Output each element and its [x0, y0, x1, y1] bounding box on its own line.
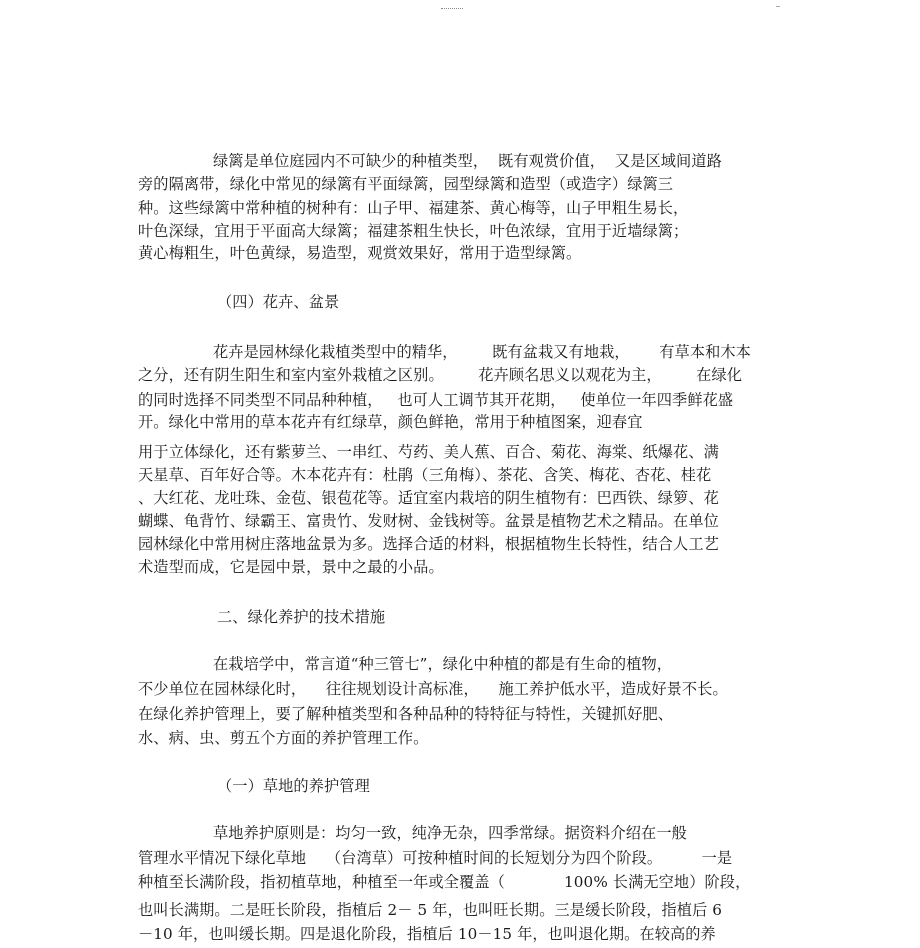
text-line: 在绿化养护管理上，要了解种植类型和各种品种的特特征与特性，关键抓好肥、 [138, 705, 674, 723]
text-line: 园林绿化中常用树庄落地盆景为多。选择合适的材料，根据植物生长特性，结合人工艺 [138, 535, 719, 553]
text-line: 在栽培学中，常言道“种三管七”，绿化中种植的都是有生命的植物， [213, 655, 673, 673]
text-line: 种植至长满阶段，指初植草地，种植至一年或全覆盖（ 100% 长满无空地）阶段， [138, 873, 751, 891]
page-corner-mark [776, 6, 780, 8]
page-header-mark [441, 8, 463, 10]
text-line: 草地养护原则是：均匀一致，纯净无杂，四季常绿。据资料介绍在一般 [213, 824, 687, 842]
section-heading: （四）花卉、盆景 [217, 293, 340, 311]
text-line: 旁的隔离带，绿化中常见的绿篱有平面绿篱，园型绿篱和造型（或造字）绿篱三 [138, 175, 674, 193]
text-line: －10 年，也叫缓长期。四是退化阶段，指植后 10－15 年，也叫退化期。在较高的养 [138, 925, 716, 943]
text-line: 水、病、虫、剪五个方面的养护管理工作。 [138, 729, 429, 747]
text-line: 开。绿化中常用的草本花卉有红绿草，颜色鲜艳，常用于种植图案，迎春宜 [138, 413, 643, 431]
text-line: 黄心梅粗生，叶色黄绿，易造型，观赏效果好，常用于造型绿篱。 [138, 244, 582, 262]
text-line: 的同时选择不同类型不同品种种植， 也可人工调节其开花期， 使单位一年四季鲜花盛 [138, 391, 734, 409]
text-line: 之分，还有阴生阳生和室内室外栽植之区别。 花卉顾名思义以观花为主， 在绿化 [138, 366, 743, 384]
section-heading: 二、绿化养护的技术措施 [217, 608, 386, 626]
text-line: 用于立体绿化，还有紫萝兰、一串红、芍药、美人蕉、百合、菊花、海棠、纸爆花、满 [138, 443, 719, 461]
text-line: 蝴蝶、龟背竹、绿霸王、富贵竹、发财树、金钱树等。盆景是植物艺术之精品。在单位 [138, 512, 719, 530]
text-line: 管理水平情况下绿化草地 （台湾草）可按种植时间的长短划分为四个阶段。 一是 [138, 849, 733, 867]
text-line: 不少单位在园林绿化时， 往往规划设计高标准， 施工养护低水平，造成好景不长。 [138, 680, 728, 698]
text-line: 术造型而成，它是园中景，景中之最的小品。 [138, 558, 444, 576]
section-heading: （一）草地的养护管理 [217, 777, 370, 795]
text-line: 花卉是园林绿化栽植类型中的精华， 既有盆栽又有地栽， 有草本和木本 [213, 343, 751, 361]
text-line: 绿篱是单位庭园内不可缺少的种植类型， 既有观赏价值， 又是区域间道路 [213, 152, 722, 170]
text-line: 种。这些绿篱中常种植的树种有：山子甲、福建茶、黄心梅等，山子甲粗生易长， [138, 199, 689, 217]
text-line: 天星草、百年好合等。木本花卉有：杜鹃（三角梅）、茶花、含笑、梅花、杏花、桂花 [138, 466, 712, 484]
text-line: 、大红花、龙吐珠、金苞、银苞花等。适宜室内栽培的阴生植物有：巴西铁、绿箩、花 [138, 489, 719, 507]
text-line: 叶色深绿，宜用于平面高大绿篱；福建茶粗生快长，叶色浓绿，宜用于近墙绿篱； [138, 222, 689, 240]
text-line: 也叫长满期。二是旺长阶段，指植后 2－ 5 年，也叫旺长期。三是缓长阶段，指植后 6 [138, 901, 723, 919]
